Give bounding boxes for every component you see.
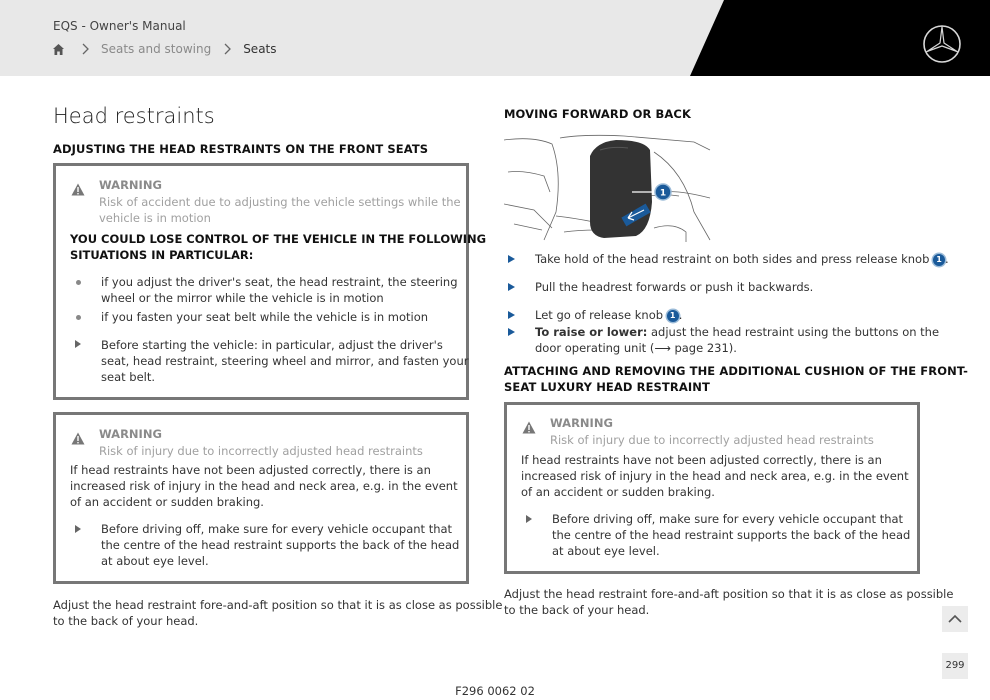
step-3-text: Let go of release knob [535, 308, 664, 322]
adjust-text-line: Adjust the head restraint fore-and-aft position so that it is as close as possible [504, 587, 954, 601]
warning-caps-line: SITUATIONS IN PARTICULAR: [70, 248, 254, 262]
release-knob-callout: 1 [933, 254, 945, 266]
step-4 [535, 324, 939, 340]
step-text-line: Before driving off, make sure for every vehicle occupant that [552, 512, 904, 526]
step-text-line: seat belt. [101, 370, 156, 384]
warning-body-line: of an accident or sudden braking. [521, 485, 715, 499]
warning-body-line: If head restraints have not been adjusted correctly, there is an [70, 463, 431, 477]
section-heading-attaching: ATTACHING AND REMOVING THE ADDITIONAL CUSHION OF THE FRONT- [504, 364, 968, 378]
adjust-text-line: to the back of your head. [504, 603, 650, 617]
section-heading-attaching-line2: SEAT LUXURY HEAD RESTRAINT [504, 380, 710, 394]
step-arrow-icon [508, 328, 515, 336]
step-arrow-icon [508, 311, 515, 319]
warning-triangle-icon [71, 432, 85, 445]
bullet-text-line: wheel or the mirror while the vehicle is in motion [101, 291, 384, 305]
section-heading-adjusting: ADJUSTING THE HEAD RESTRAINTS ON THE FRONT SEATS [53, 142, 429, 156]
home-icon[interactable] [52, 43, 65, 56]
bullet-text-line: if you fasten your seat belt while the vehicle is in motion [101, 310, 429, 324]
step-3 [535, 307, 682, 323]
step-1-end: . [945, 252, 949, 266]
warning-subtitle-line: Risk of accident due to adjusting the vehicle settings while the [99, 195, 461, 209]
warning-title: WARNING [550, 416, 613, 430]
step-2: Pull the headrest forwards or push it backwards. [535, 280, 814, 294]
step-4-bold: To raise or lower: [535, 325, 648, 339]
warning-subtitle-line: vehicle is in motion [99, 211, 211, 225]
page-title: Head restraints [53, 104, 215, 128]
warning-body-line: increased risk of injury in the head and neck area, e.g. in the event [70, 479, 458, 493]
adjust-text-line: Adjust the head restraint fore-and-aft position so that it is as close as possible [53, 598, 503, 612]
adjust-text-line: to the back of your head. [53, 614, 199, 628]
callout-number: 1 [659, 188, 667, 199]
step-text-line: Before starting the vehicle: in particular, adjust the driver's [101, 338, 443, 352]
warning-caps-line: YOU COULD LOSE CONTROL OF THE VEHICLE IN THE FOLLOWING [70, 232, 487, 246]
step-4-line2[interactable]: door operating unit (⟶ page 231). [535, 341, 737, 355]
step-1-text: Take hold of the head restraint on both sides and press release knob [535, 252, 930, 266]
warning-title: WARNING [99, 427, 162, 441]
warning-subtitle-line: Risk of injury due to incorrectly adjusted head restraints [99, 444, 423, 458]
breadcrumb-seats-and-stowing[interactable]: Seats and stowing [101, 42, 212, 56]
bullet-dot [76, 315, 81, 320]
chevron-up-icon [942, 606, 968, 632]
head-restraint-illustration [504, 132, 712, 242]
bullet-dot [76, 280, 81, 285]
step-arrow-icon [75, 525, 81, 533]
figure-code: F296 0062 02 [455, 684, 535, 698]
step-arrow-icon [508, 255, 515, 263]
step-text-line: seat, head restraint, steering wheel and mirror, and fasten your [101, 354, 469, 368]
scroll-to-top-button[interactable] [942, 606, 968, 632]
breadcrumb [52, 42, 277, 56]
step-3-end: . [678, 308, 683, 322]
manual-title[interactable]: EQS - Owner's Manual [53, 19, 186, 33]
release-knob-callout: 1 [667, 310, 679, 322]
bullet-text-line: if you adjust the driver's seat, the head restraint, the steering [101, 275, 458, 289]
warning-subtitle-line: Risk of injury due to incorrectly adjusted head restraints [550, 433, 874, 447]
step-4-text: adjust the head restraint using the buttons on the [647, 325, 940, 339]
step-arrow-icon [508, 283, 515, 291]
chevron-right-icon [78, 42, 92, 56]
mercedes-star-logo[interactable] [922, 24, 962, 64]
warning-triangle-icon [522, 421, 536, 434]
step-text-line: at about eye level. [101, 554, 209, 568]
breadcrumb-seats: Seats [243, 42, 277, 56]
warning-title: WARNING [99, 178, 162, 192]
step-text-line: the centre of the head restraint supports the back of the head [552, 528, 911, 542]
warning-body-line: If head restraints have not been adjusted correctly, there is an [521, 453, 882, 467]
warning-body-line: of an accident or sudden braking. [70, 495, 264, 509]
step-text-line: at about eye level. [552, 544, 660, 558]
section-heading-moving: MOVING FORWARD OR BACK [504, 107, 691, 121]
warning-body-line: increased risk of injury in the head and neck area, e.g. in the event [521, 469, 909, 483]
step-text-line: the centre of the head restraint supports the back of the head [101, 538, 460, 552]
step-text-line: Before driving off, make sure for every vehicle occupant that [101, 522, 453, 536]
page-number: 299 [942, 653, 968, 679]
step-1 [535, 251, 949, 267]
step-arrow-icon [526, 515, 532, 523]
step-arrow-icon [75, 340, 81, 348]
warning-triangle-icon [71, 183, 85, 196]
chevron-right-icon [220, 42, 234, 56]
